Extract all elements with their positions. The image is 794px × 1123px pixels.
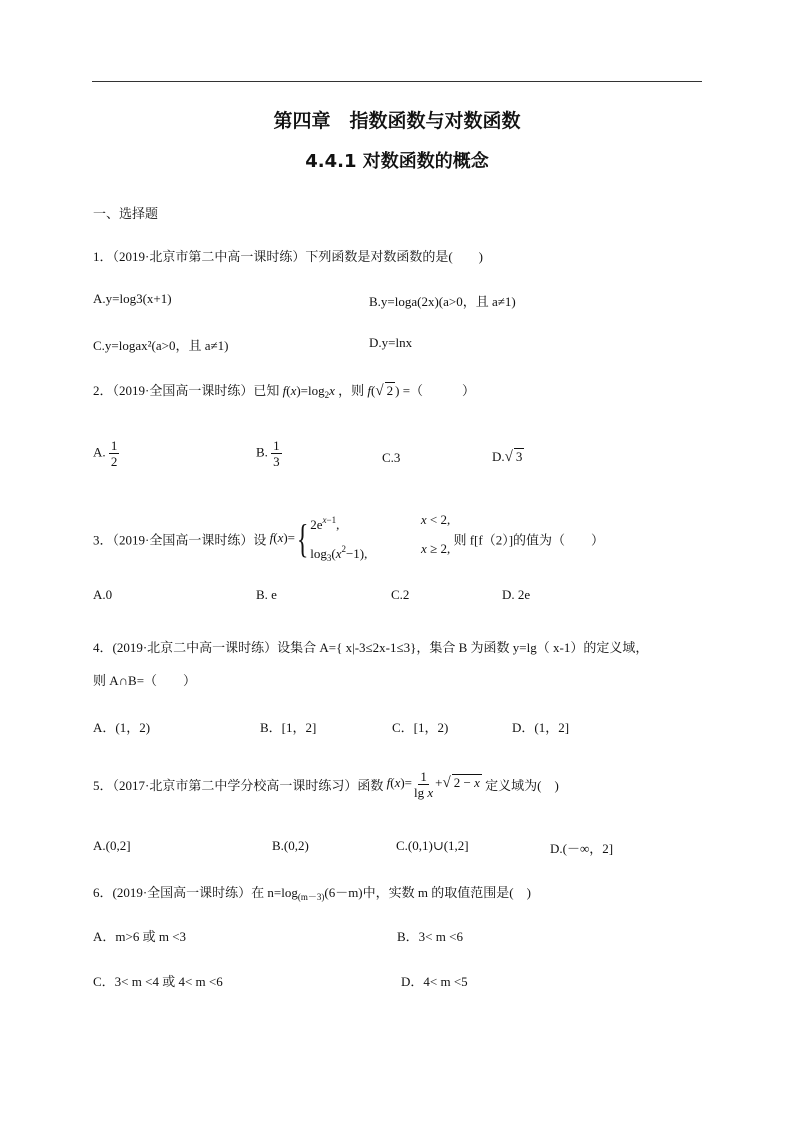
q5-option-b: B.(0,2) [272,838,309,853]
q2-a-denominator: 2 [110,454,118,469]
q3-stem-suffix: 则 f[f（2）]的值为（ ） [453,532,605,548]
question-2-stem [93,380,475,400]
q2-stem-prefix: 2．（2019·全国高一课时练）已知 [93,383,280,398]
q4-option-c: C．[1，2) [392,720,449,735]
q3-option-d: D. 2e [502,587,531,602]
q1-option-c: C.y=logax²(a>0，且 a≠1) [93,338,229,353]
q5-stem-suffix: 定义域为( ) [485,778,559,793]
question-3-stem [93,508,604,570]
q2-option-b-fraction [271,438,282,469]
q4-option-b: B．[1，2] [260,720,317,735]
q3-option-b: B. e [256,587,277,602]
q2-option-a [93,438,119,469]
q4-option-d: D．(1，2] [512,720,570,735]
q2-formula-fsqrt2: f(√ 2 ) [367,383,400,399]
q6-option-d: D．4< m <5 [401,974,468,989]
q2-formula-f: $f(x)=\log_2x$ [282,383,335,400]
q2-stem-suffix: =（ ） [402,383,476,398]
q3-piecewise-formula: f(x)={ $2e^{x-1}$, x < 2, $\log_3(x^2-1)$, x ≥ 2, [269,512,451,563]
q1-option-b: B.y=loga(2x)(a>0，且 a≠1) [369,294,516,309]
q5-option-c: C.(0,1)∪(1,2] [396,838,469,853]
q3-option-a: A.0 [93,587,113,602]
q3-option-c: C.2 [391,587,410,602]
q5-option-a: A.(0,2] [93,838,131,853]
section-title: 4.4.1 对数函数的概念 [305,151,489,172]
q2-b-denominator: 3 [273,454,280,469]
q5-formula: f(x)= $\frac{1}{\text{lg x}}$ +√ 2 − x [386,769,480,800]
q3-stem-prefix: 3．（2019·全国高一课时练）设 [93,532,267,548]
question-5-stem [93,769,559,800]
q2-option-a-label: A. [93,444,106,460]
question-6-stem [93,882,531,903]
section-heading: 一、选择题 [93,206,159,221]
q2-option-b-label: B. [256,444,268,460]
q6-option-a: A．m>6 或 m <3 [93,929,187,944]
q4-option-a: A．(1，2) [93,720,151,735]
q6-stem-prefix: 6．(2019·全国高一课时练）在 n=log [93,885,298,900]
q2-option-b [256,438,282,469]
q2-option-c: C.3 [382,450,401,465]
q5-option-d: D.(－∞，2] [550,841,614,856]
question-1-stem: 1．（2019·北京市第二中高一课时练）下列函数是对数函数的是( ) [93,249,483,264]
q2-a-numerator: 1 [110,438,118,453]
q2-option-d-label: D. [492,449,505,464]
q2-b-numerator: 1 [273,438,280,453]
q2-option-a-fraction [109,438,120,469]
q2-option-d: D.√ 3 [492,449,523,465]
q6-log-base: (m－3) [297,892,325,902]
q2-option-d-radicand: 3 [515,449,523,464]
header-rule [92,81,702,82]
q6-option-c: C．3< m <4 或 4< m <6 [93,974,223,989]
question-4-stem-line-2: 则 A∩B=（ ） [93,673,197,688]
q6-option-b: B．3< m <6 [397,929,463,944]
q1-option-a: A.y=log3(x+1) [93,291,172,306]
q5-stem-prefix: 5．（2017·北京市第二中学分校高一课时练习）函数 [93,778,384,793]
question-4-stem-line-1: 4．(2019·北京二中高一课时练）设集合 A={ x|-3≤2x-1≤3}，集合 B 为函数 y=lg（ x-1）的定义域， [93,640,649,655]
q6-stem-suffix: (6－m)中，实数 m 的取值范围是( ) [324,885,531,900]
q2-stem-mid: ，则 [338,383,365,398]
q1-option-d: D.y=lnx [369,335,413,350]
chapter-title: 第四章 指数函数与对数函数 [273,110,521,132]
